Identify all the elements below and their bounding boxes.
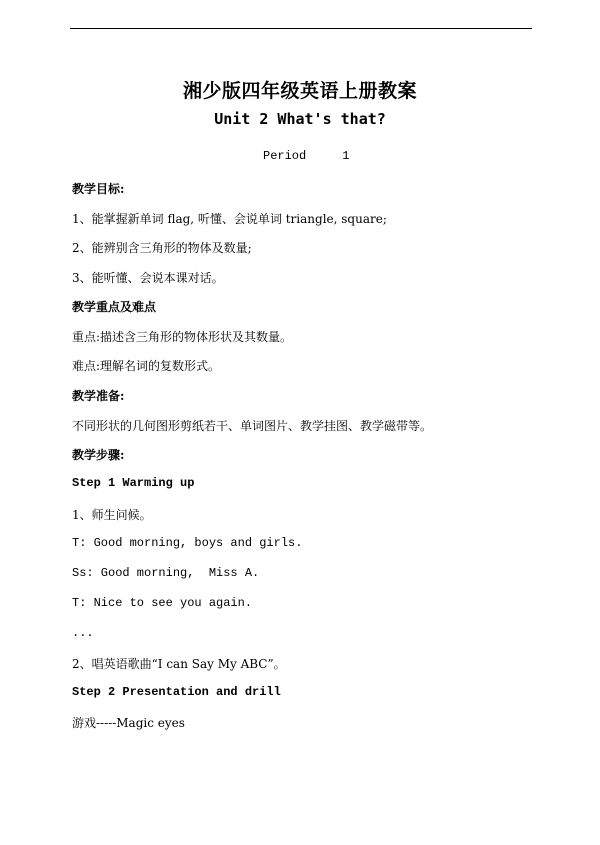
objective-item-1: 1、能掌握新单词 flag, 听懂、会说单词 triangle, square; <box>72 212 387 226</box>
period-number: 1 <box>342 149 350 163</box>
objectives-heading: 教学目标: <box>72 182 125 196</box>
step1-item-4: T: Nice to see you again. <box>72 596 253 610</box>
objective-item-2: 2、能辨别含三角形的物体及数量; <box>72 241 252 255</box>
steps-heading: 教学步骤: <box>72 448 125 462</box>
difficult-point-text: 难点:理解名词的复数形式。 <box>72 359 221 373</box>
unit-title: Unit 2 What's that? <box>214 110 386 128</box>
header-rule <box>70 28 532 29</box>
step1-item-3: Ss: Good morning, Miss A. <box>72 566 260 580</box>
preparation-text: 不同形状的几何图形剪纸若干、单词图片、教学挂图、教学磁带等。 <box>72 419 433 433</box>
step1-item-2: T: Good morning, boys and girls. <box>72 536 303 550</box>
step1-item-6: 2、唱英语歌曲“I can Say My ABC”。 <box>72 657 286 671</box>
step1-title: Step 1 Warming up <box>72 476 195 490</box>
step2-game: 游戏-----Magic eyes <box>72 716 185 730</box>
key-point-text: 重点:描述含三角形的物体形状及其数量。 <box>72 330 293 344</box>
period-line <box>263 149 349 163</box>
period-label: Period <box>263 149 307 163</box>
page-title: 湘少版四年级英语上册教案 <box>182 80 417 102</box>
objective-item-3: 3、能听懂、会说本课对话。 <box>72 271 224 285</box>
step1-item-1: 1、师生问候。 <box>72 508 152 522</box>
step2-title: Step 2 Presentation and drill <box>72 685 281 699</box>
step1-item-5: ... <box>72 626 94 640</box>
preparation-heading: 教学准备: <box>72 389 125 403</box>
key-points-heading: 教学重点及难点 <box>72 300 157 314</box>
